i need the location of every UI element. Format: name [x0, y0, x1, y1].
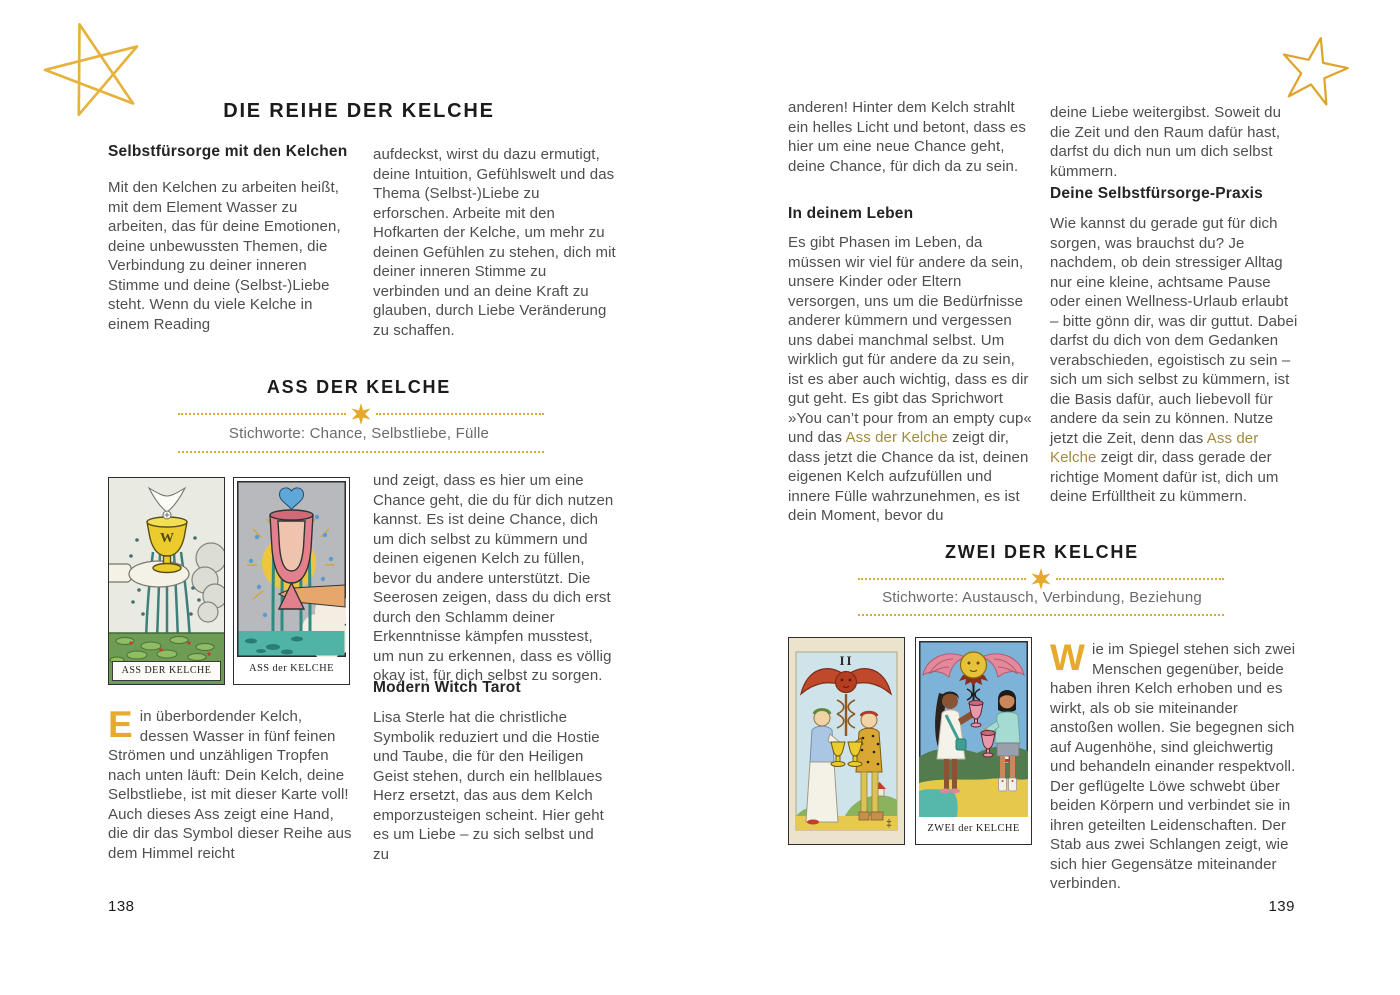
ace-of-cups-rws-art: [109, 478, 224, 684]
intro-column-1: Mit den Kelchen zu arbeiten heißt, mit dem Element Wasser zu arbeiten, das für deine Emotionen, deine unbewussten Themen, die Verbindung zu deiner inneren Stimme und deine (Selbst-)Liebe steht. Wenn du viele Kelche in einem Reading: [108, 179, 341, 333]
paragraph-text: Es gibt Phasen im Leben, da müssen wir viel für andere da sein, unsere Kinder oder Eltern versorgen, uns um die Bedürfnisse anderer kümmern und vergessen uns dabei manchmal selbst. Um wirklich gut für andere da zu sein, ist es aber auch wichtig, dass es dir gut geht. Es gibt das Sprichwort »You can’t pour from an empty cup« und das: [788, 234, 1032, 446]
drop-cap: W: [1050, 637, 1086, 678]
card-caption: ASS der KELCHE: [237, 657, 346, 681]
dotted-rule: [858, 578, 1026, 580]
in-deinem-leben-paragraph: [788, 233, 1033, 526]
selbstfuersorge-praxis-paragraph: [1050, 214, 1298, 507]
dotted-rule: [178, 451, 544, 453]
page-number-right: 139: [1268, 898, 1295, 915]
zwei-dropcap-paragraph: [1050, 637, 1300, 894]
keywords-ass-der-kelche: Stichworte: Chance, Selbstliebe, Fülle: [228, 425, 490, 442]
intro-heading: Selbstfürsorge mit den Kelchen: [108, 143, 348, 160]
svg-text:‡: ‡: [886, 818, 892, 829]
drop-cap: E: [108, 704, 133, 745]
ace-dropcap-paragraph: [108, 704, 354, 863]
selbstfuersorge-praxis-heading: Deine Selbstfürsorge-Praxis: [1050, 185, 1264, 202]
paragraph-text: ie im Spiegel stehen sich zwei Menschen gegenüber, beide haben ihren Kelch erhoben und es wirkt, als ob sie miteinander anstoßen wollen. Sie begegnen sich auf Augenhöhe, sind gleichwertig und behandeln einander respektvoll. Der geflügelte Löwe schwebt über beiden Körpern und verbindet sie in ihren geteilten Leidenschaften. Der Stab aus zwei Schlangen zeigt, wie sich hier Gegensätze miteinander verbinden.: [1050, 641, 1296, 892]
intro-column-2: aufdeckst, wirst du dazu ermutigt, deine Intuition, Gefühlswelt und das Thema (Selbst-)Liebe zu erforschen. Arbeite mit den Hofkarten der Kelche, um mehr zu deinen Gefühlen zu stehen, dich mit deiner inneren Stimme zu verbinden und an deine Kraft zu glauben, durch Liebe Veränderung zu schaffen.: [373, 146, 616, 339]
modern-witch-heading: Modern Witch Tarot: [373, 679, 521, 696]
in-deinem-leben-heading: In deinem Leben: [788, 205, 914, 222]
tarot-card-ace-of-cups-rider-waite: [108, 477, 225, 685]
paragraph-text: Wie kannst du gerade gut für dich sorgen, was brauchst du? Je nachdem, ob dein stressiger Alltag nur eine kleine, achtsame Pause oder einen Wellness-Urlaub erlaubt – bitte gönn dir, was dir guttut. Dabei darfst du dich von dem Gedanken verabschieden, egoistisch zu sein – sich um sich selbst zu kümmern, ist die Basis dafür, auch liebevoll für andere da sein zu können. Nutze jetzt die Zeit, denn das: [1050, 215, 1298, 447]
ace-meaning-paragraph: und zeigt, dass es hier um eine Chance geht, die du für dich nutzen kannst. Es ist deine Chance, dich um dich selbst zu kümmern und deinen eigenen Kelch zu füllen, bevor du andere unterstützt. Die Seerosen zeigen, dass du dich erst durch den Schlamm deiner Erkenntnisse kämpfen musstest, um nun zu erkennen, dass es völlig okay ist, für dich selbst zu sorgen.: [373, 472, 614, 684]
dotted-rule: [178, 413, 346, 415]
svg-text:W: W: [160, 531, 174, 546]
tarot-card-two-of-cups-modern-witch: [915, 637, 1032, 845]
divider-star-rule: [178, 402, 544, 426]
card-caption: ZWEI der KELCHE: [919, 817, 1028, 841]
dotted-rule: [1056, 578, 1224, 580]
sparkle-star-icon: [1029, 567, 1053, 591]
paragraph-text: zeigt dir, dass jetzt die Chance da ist, deinen eigenen Kelch aufzufüllen und innere Fülle wahrzunehmen, es ist dein Moment, bevor du: [788, 429, 1029, 524]
outline-star-icon: [1277, 33, 1351, 107]
continuation-paragraph-2: deine Liebe weitergibst. Soweit du die Zeit und den Raum dafür hast, darfst du dich nun um dich selbst kümmern.: [1050, 104, 1282, 180]
tarot-card-ace-of-cups-modern-witch: [233, 477, 350, 685]
card-numeral: II: [839, 653, 854, 668]
sparkle-star-icon: [349, 402, 373, 426]
page-title: DIE REIHE DER KELCHE: [223, 100, 495, 122]
section-title-ass-der-kelche: ASS DER KELCHE: [266, 377, 452, 397]
page-number-left: 138: [108, 898, 135, 915]
card-caption: ASS DER KELCHE: [112, 661, 221, 681]
divider-star-rule: [858, 567, 1224, 591]
keywords-zwei-der-kelche: Stichworte: Austausch, Verbindung, Beziehung: [882, 589, 1202, 606]
continuation-paragraph: anderen! Hinter dem Kelch strahlt ein helles Licht und betont, dass es hier um eine neue Chance geht, deine Chance, für dich da zu sein.: [788, 99, 1026, 175]
card-reference-link: Ass der Kelche: [845, 429, 948, 446]
paragraph-text: in überbordender Kelch, dessen Wasser in fünf feinen Strömen und unzähligen Tropfen nach unten läuft: Dein Kelch, deine Selbstliebe, ist mit dieser Karte voll! Auch dieses Ass zeigt eine Hand, die dir das Symbol dieser Reihe aus dem Himmel reicht: [108, 708, 352, 862]
section-title-zwei-der-kelche: ZWEI DER KELCHE: [944, 542, 1139, 562]
dotted-rule: [376, 413, 544, 415]
modern-witch-paragraph: Lisa Sterle hat die christliche Symbolik reduziert und die Hostie und Taube, die für den Heiligen Geist stehen, durch ein hellblaues Herz ersetzt, das aus dem Kelch emporzusteigen scheint. Hier geht es um Liebe – zu sich selbst und zu: [373, 709, 604, 863]
ace-of-cups-modern-witch-art: [237, 481, 346, 657]
dotted-rule: [858, 614, 1224, 616]
paragraph-text: zeigt dir, dass gerade der richtige Moment dafür ist, dich um deine Erfülltheit zu kümmern.: [1050, 449, 1279, 505]
two-of-cups-modern-witch-art: [919, 641, 1028, 817]
tarot-card-two-of-cups-rider-waite: [788, 637, 905, 845]
card-reference-link: Ass der Kelche: [1050, 429, 1259, 466]
